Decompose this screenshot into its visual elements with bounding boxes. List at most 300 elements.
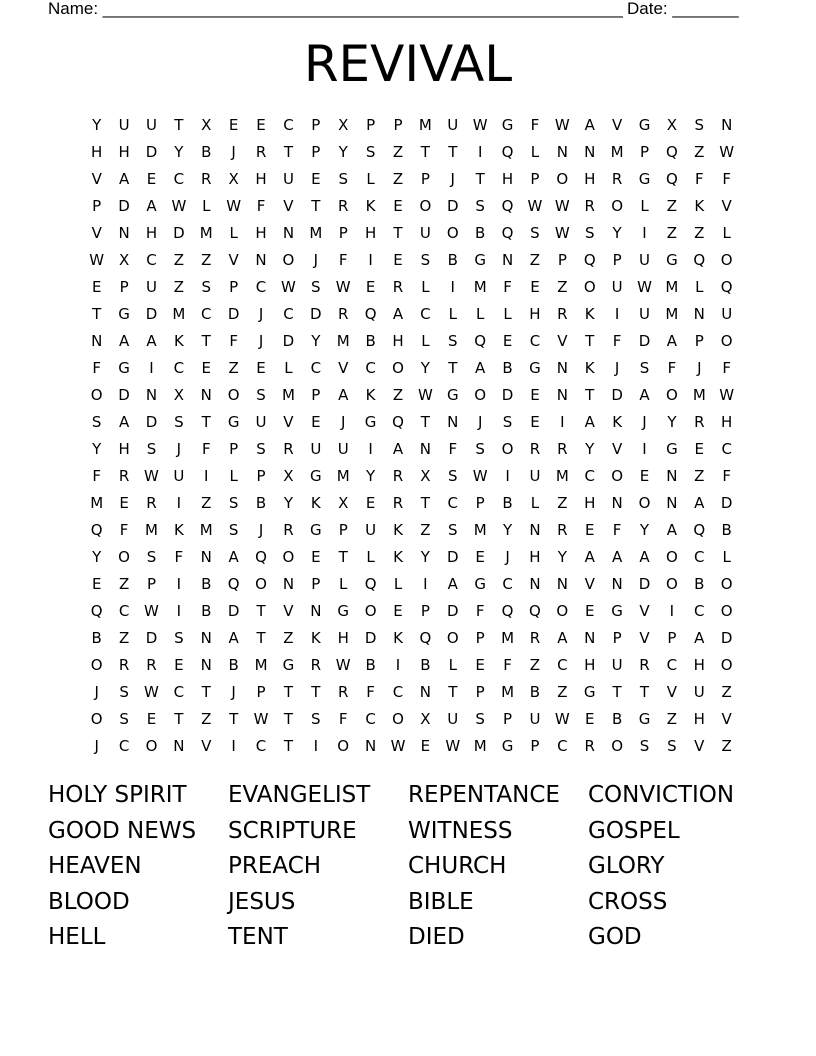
- grid-letter[interactable]: E: [119, 493, 129, 512]
- grid-letter[interactable]: D: [720, 628, 733, 647]
- grid-letter[interactable]: T: [338, 547, 348, 566]
- grid-letter[interactable]: B: [420, 655, 431, 674]
- grid-letter[interactable]: Y: [338, 142, 348, 161]
- grid-letter[interactable]: W: [226, 196, 242, 215]
- grid-letter[interactable]: W: [472, 466, 488, 485]
- grid-letter[interactable]: C: [118, 736, 130, 755]
- grid-letter[interactable]: D: [118, 196, 130, 215]
- grid-letter[interactable]: A: [666, 520, 678, 539]
- grid-letter[interactable]: O: [227, 385, 240, 404]
- grid-letter[interactable]: I: [560, 412, 565, 431]
- grid-letter[interactable]: E: [393, 601, 403, 620]
- grid-letter[interactable]: C: [173, 169, 185, 188]
- grid-letter[interactable]: O: [501, 439, 514, 458]
- grid-letter[interactable]: B: [201, 601, 212, 620]
- grid-letter[interactable]: A: [584, 412, 595, 431]
- grid-letter[interactable]: A: [118, 169, 130, 188]
- grid-letter[interactable]: V: [666, 682, 678, 701]
- grid-letter[interactable]: H: [584, 655, 596, 674]
- grid-letter[interactable]: Z: [392, 385, 404, 404]
- grid-letter[interactable]: G: [474, 574, 486, 593]
- grid-letter[interactable]: H: [529, 547, 541, 566]
- grid-letter[interactable]: F: [503, 655, 512, 674]
- grid-letter[interactable]: Q: [501, 142, 514, 161]
- grid-letter[interactable]: V: [228, 250, 239, 269]
- grid-letter[interactable]: G: [501, 115, 514, 134]
- grid-letter[interactable]: S: [694, 115, 705, 134]
- grid-letter[interactable]: A: [694, 493, 705, 512]
- grid-letter[interactable]: L: [695, 277, 704, 296]
- grid-letter[interactable]: J: [505, 547, 510, 566]
- grid-letter[interactable]: L: [284, 358, 293, 377]
- grid-letter[interactable]: M: [501, 628, 515, 647]
- grid-letter[interactable]: J: [258, 331, 264, 350]
- grid-letter[interactable]: C: [694, 547, 705, 566]
- grid-letter[interactable]: P: [503, 709, 513, 728]
- grid-letter[interactable]: T: [201, 412, 211, 431]
- grid-letter[interactable]: G: [583, 682, 596, 701]
- grid-letter[interactable]: Q: [90, 520, 103, 539]
- grid-letter[interactable]: Y: [92, 439, 102, 458]
- grid-letter[interactable]: Z: [201, 493, 212, 512]
- grid-letter[interactable]: G: [446, 385, 459, 404]
- grid-letter[interactable]: N: [310, 601, 322, 620]
- grid-letter[interactable]: L: [448, 655, 457, 674]
- grid-letter[interactable]: E: [530, 412, 540, 431]
- grid-letter[interactable]: S: [667, 736, 677, 755]
- grid-letter[interactable]: E: [256, 358, 266, 377]
- grid-letter[interactable]: R: [118, 655, 130, 674]
- grid-letter[interactable]: B: [694, 574, 705, 593]
- grid-letter[interactable]: M: [473, 520, 487, 539]
- grid-letter[interactable]: A: [118, 331, 130, 350]
- grid-letter[interactable]: T: [420, 493, 430, 512]
- grid-letter[interactable]: N: [200, 655, 212, 674]
- grid-letter[interactable]: Z: [201, 709, 212, 728]
- grid-letter[interactable]: S: [448, 331, 458, 350]
- grid-letter[interactable]: T: [420, 142, 430, 161]
- grid-letter[interactable]: P: [530, 169, 540, 188]
- grid-letter[interactable]: M: [473, 277, 487, 296]
- grid-letter[interactable]: P: [229, 439, 239, 458]
- grid-letter[interactable]: P: [694, 331, 704, 350]
- grid-letter[interactable]: F: [174, 547, 184, 566]
- grid-letter[interactable]: C: [557, 736, 568, 755]
- grid-letter[interactable]: T: [448, 682, 458, 701]
- grid-letter[interactable]: M: [418, 115, 432, 134]
- grid-letter[interactable]: Z: [721, 736, 732, 755]
- grid-letter[interactable]: F: [694, 169, 704, 188]
- grid-letter[interactable]: O: [720, 574, 733, 593]
- grid-letter[interactable]: C: [529, 331, 541, 350]
- grid-letter[interactable]: Z: [557, 682, 568, 701]
- grid-letter[interactable]: S: [475, 439, 485, 458]
- grid-letter[interactable]: W: [144, 682, 159, 701]
- grid-letter[interactable]: A: [146, 196, 157, 215]
- grid-letter[interactable]: A: [228, 628, 239, 647]
- grid-letter[interactable]: P: [639, 142, 650, 161]
- grid-letter[interactable]: A: [146, 331, 157, 350]
- grid-letter[interactable]: I: [204, 466, 209, 485]
- grid-letter[interactable]: R: [337, 196, 349, 215]
- grid-letter[interactable]: D: [501, 385, 514, 404]
- grid-letter[interactable]: A: [392, 439, 404, 458]
- grid-letter[interactable]: N: [364, 736, 377, 755]
- grid-letter[interactable]: J: [340, 412, 346, 431]
- grid-letter[interactable]: O: [611, 196, 624, 215]
- grid-letter[interactable]: Y: [311, 331, 321, 350]
- grid-letter[interactable]: L: [421, 277, 430, 296]
- grid-letter[interactable]: F: [530, 115, 540, 134]
- grid-letter[interactable]: F: [475, 601, 485, 620]
- grid-letter[interactable]: A: [694, 628, 705, 647]
- grid-letter[interactable]: W: [390, 736, 406, 755]
- grid-letter[interactable]: P: [229, 277, 239, 296]
- grid-letter[interactable]: W: [417, 385, 433, 404]
- grid-letter[interactable]: E: [91, 574, 102, 593]
- grid-letter[interactable]: K: [584, 304, 595, 323]
- grid-letter[interactable]: R: [201, 169, 212, 188]
- grid-letter[interactable]: P: [256, 682, 266, 701]
- grid-letter[interactable]: K: [173, 331, 184, 350]
- grid-letter[interactable]: G: [611, 601, 623, 620]
- grid-letter[interactable]: X: [338, 115, 349, 134]
- grid-letter[interactable]: Q: [665, 142, 678, 161]
- grid-letter[interactable]: H: [118, 142, 130, 161]
- grid-letter[interactable]: Z: [529, 655, 541, 674]
- grid-letter[interactable]: T: [256, 601, 266, 620]
- grid-letter[interactable]: M: [501, 682, 515, 701]
- grid-letter[interactable]: Q: [255, 547, 267, 566]
- grid-letter[interactable]: N: [611, 574, 623, 593]
- grid-letter[interactable]: J: [176, 439, 182, 458]
- grid-letter[interactable]: U: [173, 466, 185, 485]
- grid-letter[interactable]: I: [669, 601, 675, 620]
- grid-letter[interactable]: U: [419, 223, 431, 242]
- grid-letter[interactable]: E: [475, 547, 485, 566]
- grid-letter[interactable]: W: [281, 277, 296, 296]
- grid-letter[interactable]: W: [253, 709, 269, 728]
- grid-letter[interactable]: N: [282, 223, 295, 242]
- grid-letter[interactable]: R: [392, 466, 404, 485]
- grid-letter[interactable]: W: [144, 466, 159, 485]
- grid-letter[interactable]: I: [642, 439, 647, 458]
- grid-letter[interactable]: N: [118, 223, 130, 242]
- grid-letter[interactable]: R: [337, 682, 349, 701]
- grid-letter[interactable]: F: [338, 709, 348, 728]
- grid-letter[interactable]: T: [311, 196, 321, 215]
- name-field-label[interactable]: Name: _______________________________________________________: [48, 0, 623, 18]
- grid-letter[interactable]: E: [584, 709, 595, 728]
- grid-letter[interactable]: K: [310, 493, 321, 512]
- grid-letter[interactable]: W: [719, 142, 735, 161]
- grid-letter[interactable]: W: [554, 196, 570, 215]
- grid-letter[interactable]: A: [392, 304, 404, 323]
- grid-letter[interactable]: S: [146, 547, 157, 566]
- grid-letter[interactable]: U: [639, 250, 650, 269]
- grid-letter[interactable]: B: [365, 331, 376, 350]
- grid-letter[interactable]: P: [92, 196, 102, 215]
- grid-letter[interactable]: E: [365, 277, 376, 296]
- grid-letter[interactable]: Z: [173, 250, 184, 269]
- grid-letter[interactable]: T: [475, 169, 485, 188]
- grid-letter[interactable]: O: [720, 655, 733, 674]
- grid-letter[interactable]: N: [666, 493, 678, 512]
- grid-letter[interactable]: T: [283, 736, 294, 755]
- grid-letter[interactable]: Q: [419, 628, 432, 647]
- grid-letter[interactable]: C: [420, 304, 431, 323]
- grid-letter[interactable]: O: [446, 223, 459, 242]
- grid-letter[interactable]: P: [311, 142, 321, 161]
- grid-letter[interactable]: M: [199, 223, 213, 242]
- grid-letter[interactable]: G: [364, 412, 377, 431]
- grid-letter[interactable]: L: [421, 331, 430, 350]
- grid-letter[interactable]: Z: [118, 628, 130, 647]
- grid-letter[interactable]: R: [529, 439, 541, 458]
- grid-letter[interactable]: R: [255, 142, 267, 161]
- grid-letter[interactable]: T: [201, 682, 211, 701]
- grid-letter[interactable]: G: [666, 439, 678, 458]
- grid-letter[interactable]: A: [666, 331, 678, 350]
- grid-letter[interactable]: M: [309, 223, 323, 242]
- grid-letter[interactable]: U: [611, 655, 623, 674]
- grid-letter[interactable]: D: [145, 304, 158, 323]
- grid-letter[interactable]: N: [447, 412, 459, 431]
- grid-letter[interactable]: O: [337, 736, 350, 755]
- grid-letter[interactable]: F: [722, 358, 731, 377]
- grid-letter[interactable]: M: [172, 304, 186, 323]
- grid-letter[interactable]: S: [448, 520, 458, 539]
- grid-letter[interactable]: X: [201, 115, 212, 134]
- grid-letter[interactable]: D: [227, 601, 240, 620]
- grid-letter[interactable]: T: [448, 358, 458, 377]
- grid-letter[interactable]: V: [201, 736, 212, 755]
- grid-letter[interactable]: R: [694, 412, 705, 431]
- grid-letter[interactable]: O: [90, 655, 103, 674]
- grid-letter[interactable]: U: [365, 520, 377, 539]
- grid-letter[interactable]: E: [91, 277, 102, 296]
- grid-letter[interactable]: D: [145, 412, 158, 431]
- grid-letter[interactable]: N: [419, 682, 431, 701]
- grid-letter[interactable]: R: [310, 655, 322, 674]
- grid-letter[interactable]: R: [584, 736, 595, 755]
- grid-letter[interactable]: F: [366, 682, 375, 701]
- grid-letter[interactable]: C: [694, 601, 705, 620]
- grid-letter[interactable]: P: [420, 169, 430, 188]
- grid-letter[interactable]: X: [283, 466, 294, 485]
- grid-letter[interactable]: X: [420, 709, 431, 728]
- grid-letter[interactable]: U: [145, 277, 157, 296]
- grid-letter[interactable]: U: [145, 115, 157, 134]
- grid-letter[interactable]: K: [365, 385, 376, 404]
- grid-letter[interactable]: J: [258, 520, 264, 539]
- grid-letter[interactable]: G: [529, 358, 541, 377]
- grid-letter[interactable]: B: [201, 142, 212, 161]
- grid-letter[interactable]: P: [667, 628, 677, 647]
- grid-letter[interactable]: O: [665, 385, 678, 404]
- grid-letter[interactable]: N: [91, 331, 103, 350]
- grid-letter[interactable]: H: [584, 493, 596, 512]
- grid-letter[interactable]: C: [173, 682, 185, 701]
- grid-letter[interactable]: E: [420, 736, 431, 755]
- grid-letter[interactable]: H: [693, 655, 705, 674]
- grid-letter[interactable]: B: [475, 223, 486, 242]
- grid-letter[interactable]: D: [364, 628, 377, 647]
- grid-letter[interactable]: I: [642, 223, 647, 242]
- grid-letter[interactable]: Y: [366, 466, 376, 485]
- grid-letter[interactable]: C: [584, 466, 595, 485]
- grid-letter[interactable]: G: [666, 250, 678, 269]
- grid-letter[interactable]: X: [173, 385, 184, 404]
- grid-letter[interactable]: G: [118, 304, 130, 323]
- grid-letter[interactable]: U: [118, 115, 130, 134]
- grid-letter[interactable]: E: [393, 250, 403, 269]
- grid-letter[interactable]: G: [638, 709, 651, 728]
- grid-letter[interactable]: N: [501, 250, 514, 269]
- grid-letter[interactable]: E: [694, 439, 705, 458]
- grid-letter[interactable]: N: [556, 574, 568, 593]
- grid-letter[interactable]: Y: [557, 547, 567, 566]
- grid-letter[interactable]: C: [721, 439, 732, 458]
- grid-letter[interactable]: S: [228, 493, 239, 512]
- grid-letter[interactable]: L: [722, 223, 731, 242]
- grid-letter[interactable]: Z: [666, 196, 678, 215]
- grid-letter[interactable]: I: [395, 655, 401, 674]
- grid-letter[interactable]: F: [92, 466, 102, 485]
- grid-letter[interactable]: H: [255, 169, 267, 188]
- grid-letter[interactable]: T: [174, 115, 184, 134]
- grid-letter[interactable]: D: [446, 196, 459, 215]
- grid-letter[interactable]: N: [584, 628, 596, 647]
- grid-letter[interactable]: O: [556, 169, 569, 188]
- grid-letter[interactable]: L: [229, 466, 238, 485]
- grid-letter[interactable]: G: [638, 169, 651, 188]
- grid-letter[interactable]: M: [90, 493, 104, 512]
- grid-letter[interactable]: J: [313, 250, 319, 269]
- grid-letter[interactable]: T: [393, 223, 403, 242]
- grid-letter[interactable]: D: [145, 142, 158, 161]
- grid-letter[interactable]: K: [310, 628, 321, 647]
- grid-letter[interactable]: E: [639, 466, 650, 485]
- grid-letter[interactable]: Q: [693, 520, 706, 539]
- grid-letter[interactable]: N: [556, 385, 568, 404]
- grid-letter[interactable]: L: [503, 304, 512, 323]
- grid-letter[interactable]: T: [283, 709, 294, 728]
- grid-letter[interactable]: Z: [228, 358, 239, 377]
- grid-letter[interactable]: O: [474, 385, 487, 404]
- grid-letter[interactable]: O: [720, 601, 733, 620]
- grid-letter[interactable]: M: [145, 520, 158, 539]
- grid-letter[interactable]: Q: [529, 601, 541, 620]
- grid-letter[interactable]: M: [610, 142, 624, 161]
- grid-letter[interactable]: A: [639, 385, 650, 404]
- grid-letter[interactable]: Z: [666, 223, 678, 242]
- grid-letter[interactable]: L: [202, 196, 211, 215]
- grid-letter[interactable]: I: [614, 304, 620, 323]
- grid-letter[interactable]: H: [337, 628, 349, 647]
- grid-letter[interactable]: T: [256, 628, 266, 647]
- grid-letter[interactable]: H: [693, 709, 705, 728]
- grid-letter[interactable]: F: [92, 358, 102, 377]
- grid-letter[interactable]: A: [557, 628, 568, 647]
- grid-letter[interactable]: G: [474, 250, 486, 269]
- grid-letter[interactable]: N: [693, 304, 705, 323]
- grid-letter[interactable]: W: [637, 277, 652, 296]
- grid-letter[interactable]: E: [311, 547, 321, 566]
- grid-letter[interactable]: V: [611, 115, 623, 134]
- grid-letter[interactable]: Q: [90, 601, 103, 620]
- grid-letter[interactable]: L: [475, 304, 485, 323]
- grid-letter[interactable]: T: [92, 304, 102, 323]
- grid-letter[interactable]: O: [720, 331, 733, 350]
- grid-letter[interactable]: O: [145, 736, 158, 755]
- grid-letter[interactable]: C: [118, 601, 130, 620]
- grid-letter[interactable]: V: [283, 601, 294, 620]
- grid-letter[interactable]: Z: [420, 520, 431, 539]
- grid-letter[interactable]: Y: [502, 520, 513, 539]
- grid-letter[interactable]: Z: [694, 466, 705, 485]
- grid-letter[interactable]: O: [556, 601, 569, 620]
- grid-letter[interactable]: U: [529, 466, 541, 485]
- grid-letter[interactable]: J: [94, 682, 99, 701]
- grid-letter[interactable]: D: [638, 331, 651, 350]
- grid-letter[interactable]: R: [146, 655, 157, 674]
- grid-letter[interactable]: V: [611, 439, 623, 458]
- grid-letter[interactable]: E: [228, 115, 239, 134]
- grid-letter[interactable]: N: [200, 547, 212, 566]
- grid-letter[interactable]: P: [311, 574, 321, 593]
- grid-letter[interactable]: D: [173, 223, 185, 242]
- grid-letter[interactable]: Q: [364, 304, 377, 323]
- grid-letter[interactable]: Q: [501, 601, 514, 620]
- grid-letter[interactable]: R: [283, 439, 294, 458]
- grid-letter[interactable]: A: [118, 412, 130, 431]
- grid-letter[interactable]: U: [310, 439, 322, 458]
- grid-letter[interactable]: D: [282, 331, 295, 350]
- grid-letter[interactable]: N: [145, 385, 158, 404]
- grid-letter[interactable]: B: [502, 358, 513, 377]
- grid-letter[interactable]: J: [450, 169, 455, 188]
- grid-letter[interactable]: T: [229, 709, 239, 728]
- grid-letter[interactable]: G: [638, 115, 651, 134]
- grid-letter[interactable]: X: [420, 466, 431, 485]
- grid-letter[interactable]: H: [392, 331, 404, 350]
- grid-letter[interactable]: D: [446, 547, 459, 566]
- grid-letter[interactable]: F: [612, 520, 622, 539]
- grid-letter[interactable]: E: [174, 655, 184, 674]
- grid-letter[interactable]: V: [721, 709, 732, 728]
- grid-letter[interactable]: I: [505, 466, 510, 485]
- grid-letter[interactable]: O: [638, 493, 651, 512]
- grid-letter[interactable]: F: [338, 250, 348, 269]
- grid-letter[interactable]: Z: [557, 493, 568, 512]
- grid-letter[interactable]: S: [174, 628, 184, 647]
- grid-letter[interactable]: P: [311, 115, 321, 134]
- grid-letter[interactable]: J: [258, 304, 264, 323]
- grid-letter[interactable]: F: [503, 277, 512, 296]
- grid-letter[interactable]: O: [90, 385, 103, 404]
- grid-letter[interactable]: P: [393, 115, 403, 134]
- grid-letter[interactable]: I: [423, 574, 428, 593]
- grid-letter[interactable]: F: [448, 439, 458, 458]
- grid-letter[interactable]: Z: [666, 709, 678, 728]
- grid-letter[interactable]: L: [640, 196, 649, 215]
- grid-letter[interactable]: R: [557, 304, 568, 323]
- grid-letter[interactable]: F: [256, 196, 266, 215]
- grid-letter[interactable]: M: [199, 520, 213, 539]
- grid-letter[interactable]: P: [475, 682, 485, 701]
- grid-letter[interactable]: E: [475, 655, 485, 674]
